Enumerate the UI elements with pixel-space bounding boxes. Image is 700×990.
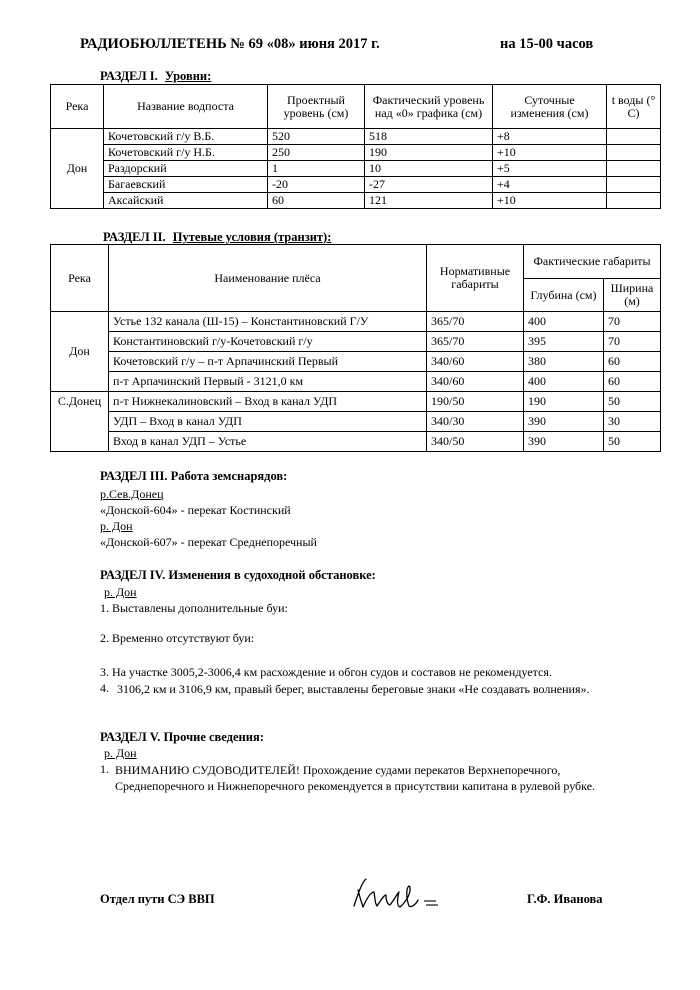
- section5-heading: РАЗДЕЛ V. Прочие сведения:: [100, 730, 264, 744]
- norm-cell: 340/60: [427, 352, 524, 372]
- section2-heading: [103, 230, 331, 245]
- design-cell: 1: [268, 161, 365, 177]
- section1-title: Уровни:: [164, 69, 212, 83]
- temp-cell: [607, 161, 661, 177]
- design-cell: 250: [268, 145, 365, 161]
- section4-item1: 1. Выставлены дополнительные буи:: [100, 601, 288, 615]
- section4-item4-text: 3106,2 км и 3106,9 км, правый берег, выставлены береговые знаки «Не создавать волнения».: [117, 682, 590, 696]
- norm-cell: 340/30: [427, 412, 524, 432]
- table-row: [51, 145, 661, 161]
- col-post-name: Название водпоста: [104, 85, 268, 129]
- section2-title: Путевые условия (транзит):: [172, 230, 332, 244]
- norm-cell: 365/70: [427, 312, 524, 332]
- design-cell: 520: [268, 129, 365, 145]
- table-row: [51, 129, 661, 145]
- levels-header-row: [51, 85, 661, 129]
- col-river: Река: [51, 85, 104, 129]
- stretch-cell: п-т Арпачинский Первый - 3121,0 км: [109, 372, 427, 392]
- section4-item3: 3. На участке 3005,2-3006,4 км расхождение и обгон судов и составов не рекомендуется.: [100, 665, 552, 679]
- col-design-level: Проектный уровень (см): [268, 85, 365, 129]
- post-cell: Кочетовский г/у Н.Б.: [104, 145, 268, 161]
- actual-cell: 518: [365, 129, 493, 145]
- depth-cell: 390: [524, 412, 604, 432]
- col-daily-change: Суточные изменения (см): [493, 85, 607, 129]
- width-cell: 60: [604, 352, 661, 372]
- section3-heading: РАЗДЕЛ III. Работа земснарядов:: [100, 469, 288, 483]
- col-width: Ширина (м): [604, 279, 661, 312]
- change-cell: +10: [493, 193, 607, 209]
- depth-cell: 190: [524, 392, 604, 412]
- section3-dredger2: «Донской-607» - перекат Среднепоречный: [100, 535, 317, 549]
- col-water-temp: t воды (° С): [607, 85, 661, 129]
- temp-cell: [607, 193, 661, 209]
- temp-cell: [607, 129, 661, 145]
- section1-heading: [100, 69, 211, 84]
- actual-cell: 121: [365, 193, 493, 209]
- post-cell: Аксайский: [104, 193, 268, 209]
- post-cell: Кочетовский г/у В.Б.: [104, 129, 268, 145]
- design-cell: -20: [268, 177, 365, 193]
- table-row: [51, 392, 661, 412]
- actual-cell: 10: [365, 161, 493, 177]
- signature-icon: [348, 874, 448, 914]
- norm-cell: 190/50: [427, 392, 524, 412]
- section3-dredger1: «Донской-604» - перекат Костинский: [100, 503, 291, 517]
- col-river: Река: [51, 245, 109, 312]
- actual-cell: 190: [365, 145, 493, 161]
- post-cell: Багаевский: [104, 177, 268, 193]
- bulletin-title: [80, 36, 640, 53]
- depth-cell: 380: [524, 352, 604, 372]
- transit-table: [50, 244, 661, 452]
- col-depth: Глубина (см): [524, 279, 604, 312]
- table-row: [51, 352, 661, 372]
- table-row: [51, 432, 661, 452]
- footer-signatory: Г.Ф. Иванова: [527, 892, 603, 906]
- depth-cell: 400: [524, 372, 604, 392]
- stretch-cell: УДП – Вход в канал УДП: [109, 412, 427, 432]
- table-row: [51, 332, 661, 352]
- footer-department: Отдел пути СЭ ВВП: [100, 892, 215, 906]
- stretch-cell: Устье 132 канала (Ш-15) – Константиновский Г/У: [109, 312, 427, 332]
- river-cell-don: Дон: [51, 129, 104, 209]
- table-row: [51, 161, 661, 177]
- section1-label: РАЗДЕЛ I.: [100, 69, 158, 83]
- table-row: [51, 372, 661, 392]
- col-actual-level: Фактический уровень над «0» графика (см): [365, 85, 493, 129]
- temp-cell: [607, 177, 661, 193]
- stretch-cell: Вход в канал УДП – Устье: [109, 432, 427, 452]
- change-cell: +10: [493, 145, 607, 161]
- table-row: [51, 193, 661, 209]
- change-cell: +5: [493, 161, 607, 177]
- section4-river: р. Дон: [104, 585, 137, 599]
- post-cell: Раздорский: [104, 161, 268, 177]
- section5-number: 1.: [100, 762, 109, 776]
- depth-cell: 390: [524, 432, 604, 452]
- table-row: [51, 312, 661, 332]
- table-row: [51, 177, 661, 193]
- section4-item2: 2. Временно отсутствуют буи:: [100, 631, 255, 645]
- col-normative: Нормативные габариты: [427, 245, 524, 312]
- bulletin-time: на 15-00 часов: [500, 36, 594, 52]
- width-cell: 60: [604, 372, 661, 392]
- width-cell: 50: [604, 392, 661, 412]
- change-cell: +8: [493, 129, 607, 145]
- col-stretch: Наименование плёса: [109, 245, 427, 312]
- section4-item4-number: 4.: [100, 681, 109, 695]
- col-actual-dimensions: Фактические габариты: [524, 245, 661, 279]
- stretch-cell: Константиновский г/у-Кочетовский г/у: [109, 332, 427, 352]
- norm-cell: 340/60: [427, 372, 524, 392]
- width-cell: 50: [604, 432, 661, 452]
- bulletin-title-text: РАДИОБЮЛЛЕТЕНЬ № 69 «08» июня 2017 г.: [80, 36, 380, 52]
- width-cell: 30: [604, 412, 661, 432]
- design-cell: 60: [268, 193, 365, 209]
- stretch-cell: п-т Нижнекалиновский – Вход в канал УДП: [109, 392, 427, 412]
- temp-cell: [607, 145, 661, 161]
- width-cell: 70: [604, 332, 661, 352]
- depth-cell: 400: [524, 312, 604, 332]
- section2-label: РАЗДЕЛ II.: [103, 230, 166, 244]
- section3-river1: р.Сев.Донец: [100, 487, 164, 501]
- table-row: [51, 412, 661, 432]
- norm-cell: 365/70: [427, 332, 524, 352]
- stretch-cell: Кочетовский г/у – п-т Арпачинский Первый: [109, 352, 427, 372]
- section4-heading: РАЗДЕЛ IV. Изменения в судоходной обстановке:: [100, 568, 376, 582]
- section3-river2: р. Дон: [100, 519, 133, 533]
- change-cell: +4: [493, 177, 607, 193]
- river-cell-donets: С.Донец: [51, 392, 109, 452]
- levels-table: [50, 84, 661, 209]
- transit-header-row: [51, 245, 661, 279]
- width-cell: 70: [604, 312, 661, 332]
- actual-cell: -27: [365, 177, 493, 193]
- norm-cell: 340/50: [427, 432, 524, 452]
- depth-cell: 395: [524, 332, 604, 352]
- section5-river: р. Дон: [104, 746, 137, 760]
- river-cell-don: Дон: [51, 312, 109, 392]
- section5-text: ВНИМАНИЮ СУДОВОДИТЕЛЕЙ! Прохождение судами перекатов Верхнепоречного, Среднепоречного и Нижнепоречного рекомендуется в присутствии капитана в рулевой рубке.: [115, 763, 596, 793]
